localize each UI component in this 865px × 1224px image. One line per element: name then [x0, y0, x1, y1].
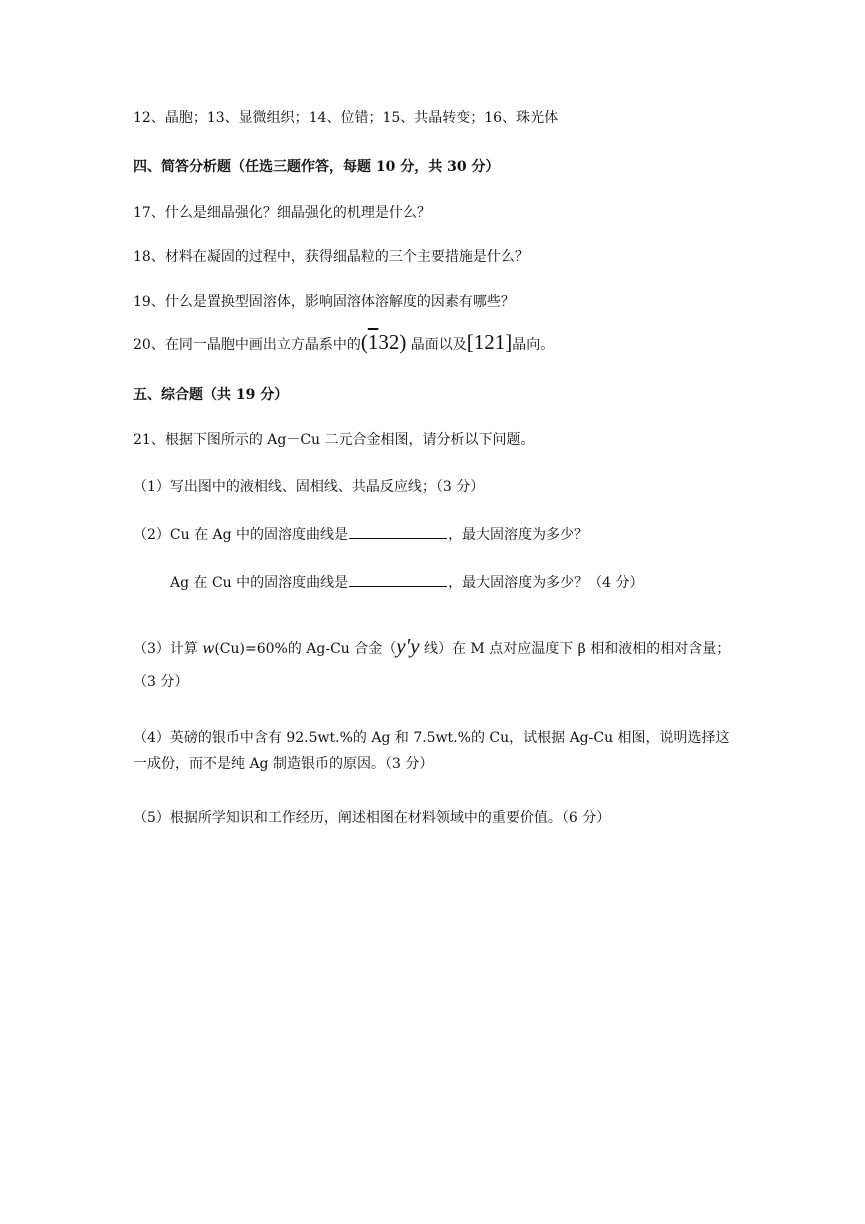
answer-blank-2 [349, 572, 447, 587]
answer-blank-1 [349, 524, 447, 539]
question-18: 18、材料在凝固的过程中，获得细晶粒的三个主要措施是什么？ [133, 249, 529, 265]
question-21: 21、根据下图所示的 Ag－Cu 二元合金相图，请分析以下问题。 [133, 432, 535, 448]
yy-line-symbol: y′y [396, 634, 420, 658]
part-3: （3）计算 w(Cu)=60%的 Ag-Cu 合金（y′y 线）在 M 点对应温度下 β 相和液相的相对含量； [133, 634, 731, 658]
answer-line-12-16: 12、晶胞；13、显微组织；14、位错；15、共晶转变；16、珠光体 [133, 110, 559, 126]
section-4-heading: 四、简答分析题（任选三题作答，每题 10 分，共 30 分） [133, 159, 500, 175]
direction-index: [121] [466, 330, 513, 354]
part-2a: （2）Cu 在 Ag 中的固溶度曲线是 ，最大固溶度为多少？ [133, 524, 588, 545]
part-4-cont: 一成份，而不是纯 Ag 制造银币的原因。（3 分） [133, 756, 434, 772]
part-5: （5）根据所学知识和工作经历，阐述相图在材料领域中的重要价值。（6 分） [133, 810, 611, 826]
question-20-text-a: 20、在同一晶胞中画出立方晶系中的 [133, 337, 361, 353]
question-19: 19、什么是置换型固溶体，影响固溶体溶解度的因素有哪些？ [133, 294, 515, 310]
question-20 [133, 328, 554, 359]
part-3-cont: （3 分） [133, 674, 189, 690]
part-4: （4）英磅的银币中含有 92.5wt.%的 Ag 和 7.5wt.%的 Cu，试根据 Ag-Cu 相图，说明选择这 [133, 730, 730, 746]
plane-index: (132) [360, 330, 407, 354]
question-20-text-c: 晶向。 [512, 337, 555, 353]
part-2b: Ag 在 Cu 中的固溶度曲线是 ，最大固溶度为多少？（4 分） [170, 572, 644, 593]
question-17: 17、什么是细晶强化？细晶强化的机理是什么？ [133, 205, 431, 221]
question-20-text-b: 晶面以及 [410, 337, 467, 353]
section-5-heading: 五、综合题（共 19 分） [133, 387, 289, 403]
part-1: （1）写出图中的液相线、固相线、共晶反应线；（3 分） [133, 479, 485, 495]
